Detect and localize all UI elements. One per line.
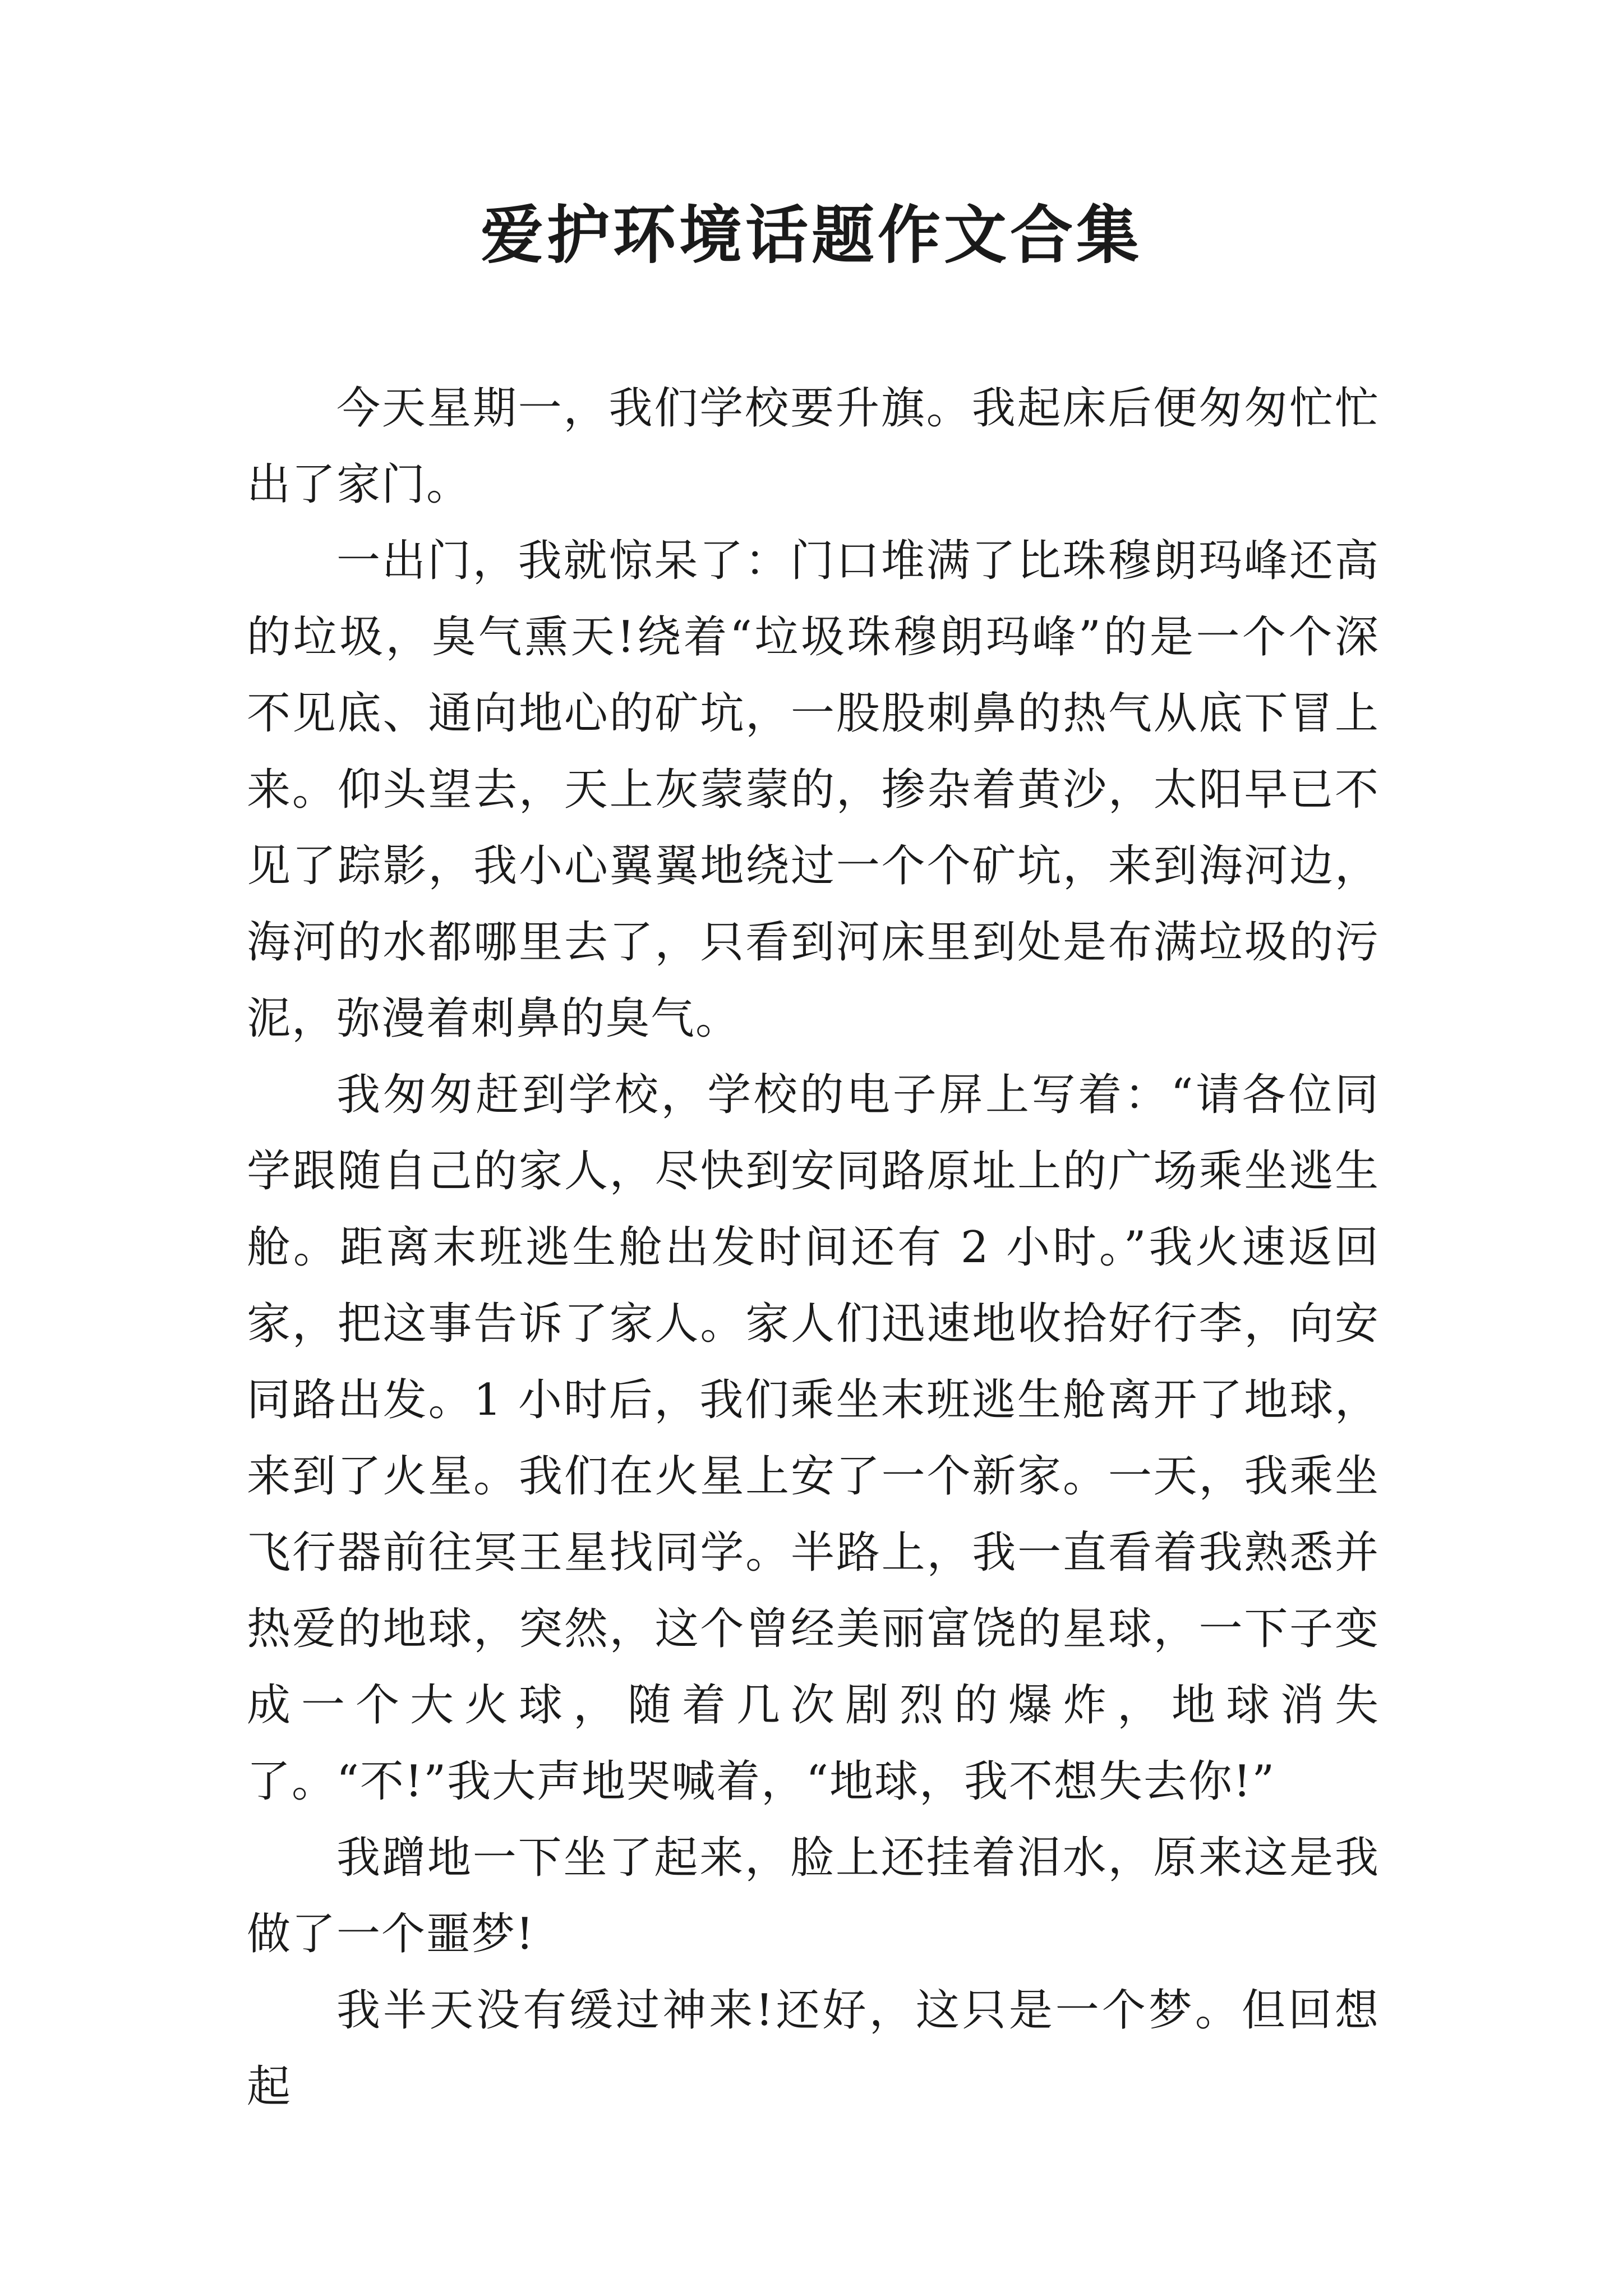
paragraph: 我半天没有缓过神来!还好，这只是一个梦。但回想起	[247, 1985, 1380, 2112]
document-title: 爱护环境话题作文合集	[481, 199, 1142, 272]
paragraph: 一出门，我就惊呆了：门口堆满了比珠穆朗玛峰还高的垃圾，臭气熏天!绕着“垃圾珠穆朗玛峰”的是一个个深不见底、通向地心的矿坑，一股股刺鼻的热气从底下冒上来。仰头望去，天上灰蒙蒙的，掺杂着黄沙，太阳早已不见了踪影，我小心翼翼地绕过一个个矿坑，来到海河边，海河的水都哪里去了，只看到河床里到处是布满垃圾的污泥，弥漫着刺鼻的臭气。	[247, 536, 1380, 1044]
paragraph: 我匆匆赶到学校，学校的电子屏上写着：“请各位同学跟随自己的家人，尽快到安同路原址上的广场乘坐逃生舱。距离末班逃生舱出发时间还有 2 小时。”我火速返回家，把这事告诉了家人。家人们迅速地收拾好行李，向安同路出发。1 小时后，我们乘坐末班逃生舱离开了地球，来到了火星。我们在火星上安了一个新家。一天，我乘坐飞行器前往冥王星找同学。半路上，我一直看着我熟悉并热爱的地球，突然，这个曾经美丽富饶的星球，一下子变成一个大火球，随着几次剧烈的爆炸，地球消失了。“不!”我大声地哭喊着，“地球，我不想失去你!”	[247, 1070, 1380, 1807]
document-body	[247, 370, 1380, 2125]
paragraph: 今天星期一，我们学校要升旗。我起床后便匆匆忙忙出了家门。	[247, 383, 1380, 510]
paragraph: 我蹭地一下坐了起来，脸上还挂着泪水，原来这是我做了一个噩梦!	[247, 1833, 1380, 1959]
